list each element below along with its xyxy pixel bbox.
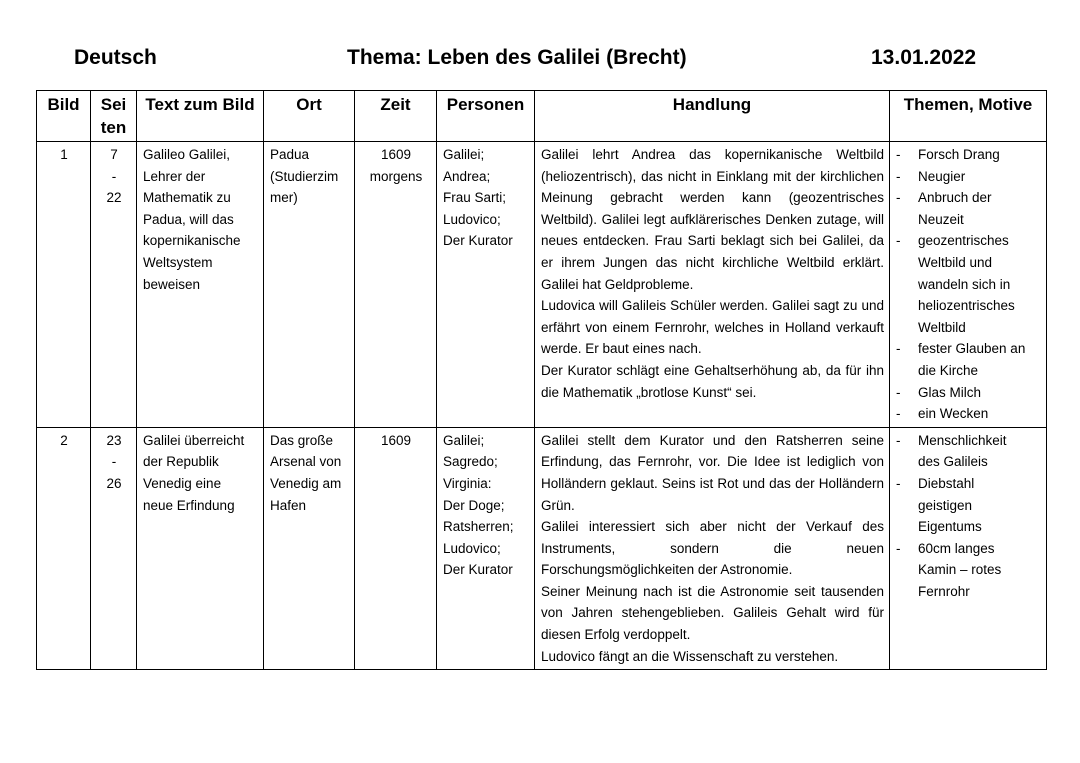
motiv-text [918, 230, 1041, 338]
text-line: Padua, will das [143, 211, 234, 227]
bullet-dash: - [896, 190, 901, 206]
motiv-text [918, 538, 1041, 603]
motiv-text [918, 473, 1041, 538]
bullet-dash: - [896, 384, 901, 400]
bullet-dash: - [896, 233, 901, 249]
text-line: neue Erfindung [143, 497, 235, 513]
bullet-dash: - [896, 168, 901, 184]
person-name: Der Kurator [443, 562, 513, 578]
bullet-dash: - [896, 475, 901, 491]
person-name: Virginia: [443, 475, 492, 491]
person-name: Frau Sarti; [443, 190, 507, 206]
ort-line: (Studierzim [270, 168, 339, 184]
handlung-paragraph: Der Kurator schlägt eine Gehaltserhöhung ab, da für ihn die Mathematik „brotlose Kunst“ sei. [541, 362, 884, 400]
motiv-line: Weltbild und [918, 254, 993, 270]
motiv-line: Neuzeit [918, 211, 964, 227]
subject-label: Deutsch [74, 46, 157, 69]
motiv-line: Weltbild [918, 319, 966, 335]
bullet-dash: - [896, 341, 901, 357]
table-row [37, 142, 1047, 428]
person-name: Der Doge; [443, 497, 505, 513]
date-label: 13.01.2022 [871, 46, 977, 69]
person-name: Ludovico; [443, 211, 501, 227]
ort-line: Padua [270, 147, 310, 162]
column-header-seiten [91, 91, 137, 142]
person-name: Andrea; [443, 168, 491, 184]
motiv-line: geozentrisches [918, 233, 1009, 249]
seiten-part: 7 [110, 147, 118, 162]
handlung-paragraph: Seiner Meinung nach ist die Astronomie seit tausenden von Jahren stehengeblieben. Galileis Gehalt wird für diesen Erfolg verdoppelt. [541, 583, 884, 643]
ort-line: Das große [270, 432, 334, 448]
motiv-item [896, 538, 1041, 603]
motiv-line: Diebstahl [918, 475, 975, 491]
table-header-row [37, 91, 1047, 142]
motiv-item [896, 144, 1041, 166]
topic-title: Thema: Leben des Galilei (Brecht) [347, 46, 687, 69]
text-line: Galilei überreicht [143, 432, 245, 448]
bullet-dash: - [896, 147, 901, 162]
cell-zeit [355, 142, 437, 428]
seiten-part: - [111, 454, 117, 470]
motiv-item [896, 403, 1041, 425]
zeit-line: morgens [369, 168, 423, 184]
motiv-item [896, 473, 1041, 538]
table-row [37, 427, 1047, 670]
cell-bild: 1 [37, 142, 91, 428]
motiv-line: Fernrohr [918, 583, 970, 599]
bullet-dash: - [896, 432, 901, 448]
motiv-text [918, 403, 1041, 425]
motiv-text [918, 187, 1041, 230]
person-name: Sagredo; [443, 454, 498, 470]
motiv-line: Kamin – rotes [918, 562, 1002, 578]
text-line: Weltsystem [143, 254, 213, 270]
cell-text-zum-bild [137, 142, 264, 428]
cell-seiten [91, 142, 137, 428]
seiten-part: - [111, 168, 117, 184]
zeit-line: 1609 [380, 432, 412, 448]
column-header-seiten-part1: Sei [100, 95, 127, 114]
person-name: Der Kurator [443, 233, 513, 249]
cell-text-zum-bild [137, 427, 264, 670]
motiv-text [918, 430, 1041, 473]
person-name: Galilei; [443, 147, 485, 162]
column-header-ort: Ort [264, 91, 355, 142]
motiv-line: Glas Milch [918, 384, 982, 400]
motiv-item [896, 187, 1041, 230]
motiv-line: heliozentrisches [918, 298, 1015, 314]
handlung-paragraph: Ludovica will Galileis Schüler werden. Galilei sagt zu und erfährt von einem Fernrohr, welches in Holland verkauft werde. Er baut eines nach. [541, 298, 884, 357]
cell-seiten [91, 427, 137, 670]
cell-themen-motive [890, 142, 1047, 428]
seiten-part: 22 [106, 190, 122, 206]
document-header [0, 44, 1080, 76]
motiv-line: fester Glauben an [918, 341, 1026, 357]
column-header-handlung: Handlung [535, 91, 890, 142]
person-name: Ratsherren; [443, 519, 514, 535]
motiv-line: Neugier [918, 168, 966, 184]
motiv-line: ein Wecken [918, 406, 989, 422]
bullet-dash: - [896, 406, 901, 422]
text-line: kopernikanische [143, 233, 241, 249]
motiv-text [918, 338, 1041, 381]
handlung-paragraph: Ludovico fängt an die Wissenschaft zu verstehen. [541, 648, 839, 664]
ort-line: Venedig am [270, 475, 342, 491]
column-header-themen-motive: Themen, Motive [890, 91, 1047, 142]
text-line: Galileo Galilei, [143, 147, 231, 162]
zeit-line: 1609 [380, 147, 412, 162]
cell-personen [437, 427, 535, 670]
motiv-line: Eigentums [918, 519, 982, 535]
handlung-paragraph: Galilei stellt dem Kurator und den Ratsherren seine Erfindung, das Fernrohr, vor. Die Idee ist lediglich von Holländern geklaut. Seins ist Rot und das der Holländern Grün. [541, 432, 884, 513]
cell-handlung [535, 427, 890, 670]
motiv-line: des Galileis [918, 454, 988, 470]
handlung-paragraph: Galilei lehrt Andrea das kopernikanische Weltbild (heliozentrisch), das nicht in Einklang mit der kirchlichen Meinung gebracht werden kann (geozentrisches Weltbild). Galilei legt aufklärerisches Denken zutage, will neues entdecken. Frau Sarti beklagt sich bei Galilei, da er ihrem Jungen das nicht kirchliche Weltbild erklärt. Galilei hat Geldprobleme. [541, 147, 884, 292]
motiv-item [896, 166, 1041, 188]
motiv-line: Anbruch der [918, 190, 992, 206]
motiv-text [918, 382, 1041, 404]
ort-line: Arsenal von [270, 454, 342, 470]
text-line: Lehrer der [143, 168, 206, 184]
motiv-line: wandeln sich in [918, 276, 1011, 292]
person-name: Galilei; [443, 432, 485, 448]
column-header-zeit: Zeit [355, 91, 437, 142]
motiv-text [918, 166, 1041, 188]
seiten-part: 26 [106, 475, 122, 491]
motiv-text [918, 144, 1041, 166]
seiten-part: 23 [106, 432, 122, 448]
column-header-bild: Bild [37, 91, 91, 142]
analysis-table [36, 90, 1047, 670]
motiv-item [896, 230, 1041, 338]
text-line: beweisen [143, 276, 201, 292]
cell-ort [264, 427, 355, 670]
bullet-dash: - [896, 540, 901, 556]
motiv-item [896, 338, 1041, 381]
cell-themen-motive [890, 427, 1047, 670]
cell-personen [437, 142, 535, 428]
column-header-text-zum-bild: Text zum Bild [137, 91, 264, 142]
text-line: der Republik [143, 454, 219, 470]
handlung-paragraph: Galilei interessiert sich aber nicht der Verkauf des Instruments, sondern die neuen Forschungsmöglichkeiten der Astronomie. [541, 519, 884, 578]
motiv-line: 60cm langes [918, 540, 995, 556]
motiv-line: die Kirche [918, 362, 979, 378]
ort-line: mer) [270, 190, 298, 206]
motiv-item [896, 430, 1041, 473]
person-name: Ludovico; [443, 540, 501, 556]
text-line: Venedig eine [143, 475, 222, 491]
cell-ort [264, 142, 355, 428]
motiv-line: Menschlichkeit [918, 432, 1007, 448]
cell-zeit [355, 427, 437, 670]
cell-handlung [535, 142, 890, 428]
motiv-item [896, 382, 1041, 404]
ort-line: Hafen [270, 497, 307, 513]
text-line: Mathematik zu [143, 190, 231, 206]
cell-bild: 2 [37, 427, 91, 670]
column-header-seiten-part2: ten [100, 118, 127, 137]
motiv-line: Forsch Drang [918, 147, 1000, 162]
motiv-line: geistigen [918, 497, 973, 513]
column-header-personen: Personen [437, 91, 535, 142]
